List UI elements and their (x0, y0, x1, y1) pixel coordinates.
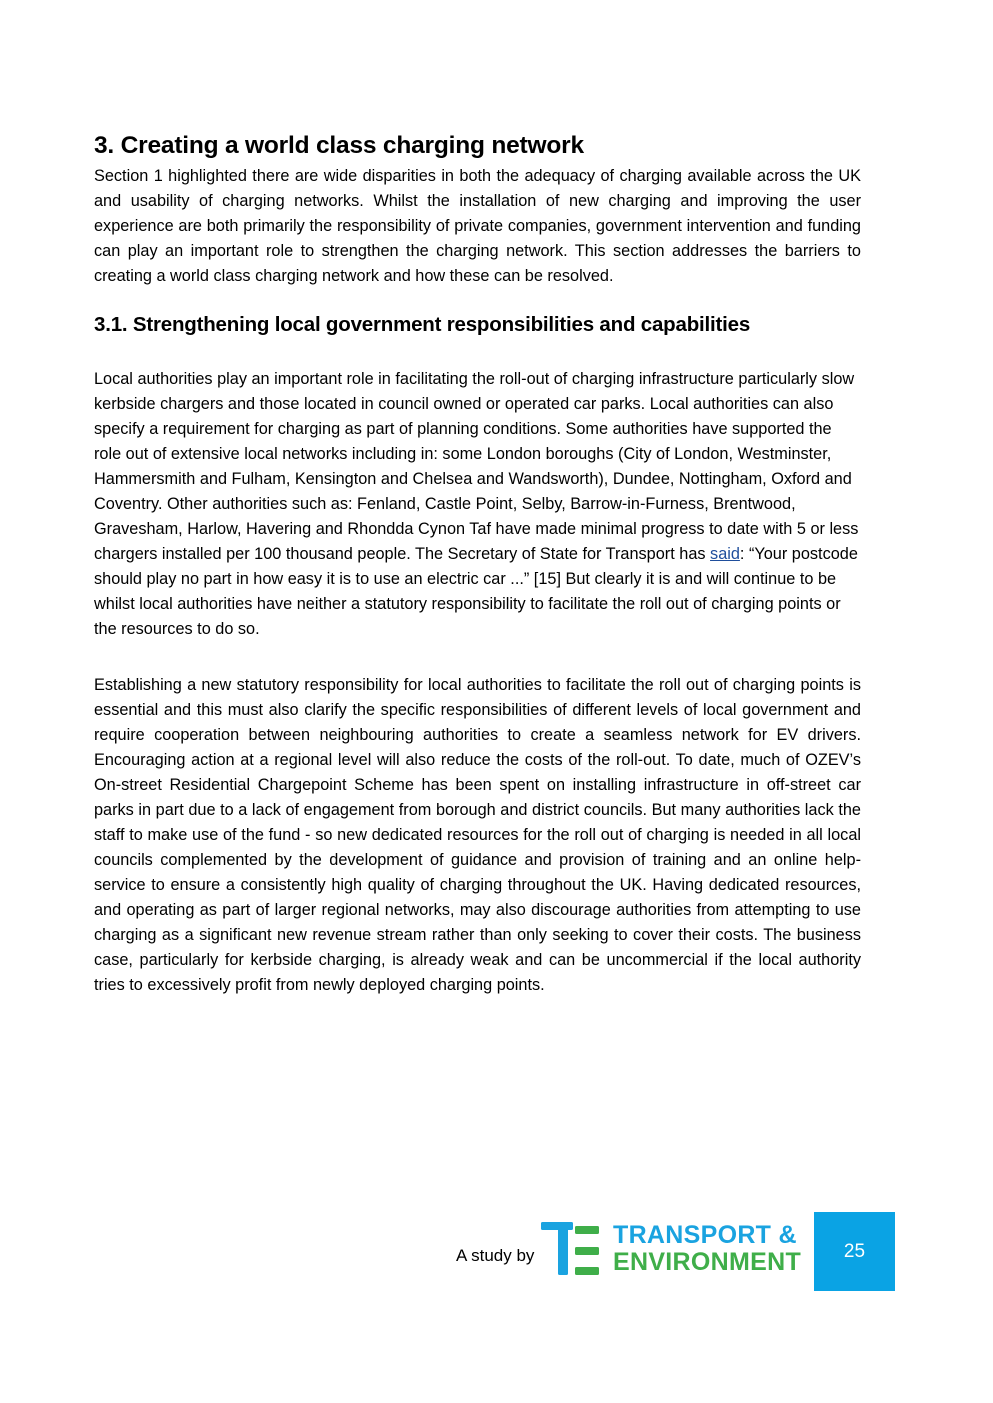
study-by-label: A study by (456, 1246, 535, 1265)
page-content (94, 130, 861, 998)
logo-line-transport: TRANSPORT & (613, 1221, 797, 1249)
paragraph-text-start: Local authorities play an important role in facilitating the roll-out of charging infrastructure particularly slow kerbside chargers and those located in council owned or operated car parks. Local authorities can also specify a requirement for charging as part of planning conditions. Some authorities have supported the role out of extensive local networks including in: some London boroughs (City of London, Westminster, Hammersmith and Fulham, Kensington and Chelsea and Wandsworth), Dundee, Nottingham, Oxford and Coventry. Other authorities such as: Fenland, Castle Point, Selby, Barrow-in-Furness, Brentwood, Gravesham, Harlow, Havering and Rhondda Cynon Taf have made minimal progress to date with 5 or less chargers installed per 100 thousand people. The Secretary of State for Transport has (94, 370, 859, 563)
transport-environment-logo (541, 1222, 805, 1278)
section-intro-paragraph: Section 1 highlighted there are wide disparities in both the adequacy of charging available across the UK and usability of charging networks. Whilst the installation of new charging and improving the user experience are both primarily the responsibility of private companies, government intervention and funding can play an important role to strengthen the charging network. This section addresses the barriers to creating a world class charging network and how these can be resolved. (94, 167, 861, 285)
paragraph-text-end: : “Your postcode should play no part in how easy it is to use an electric car ...” [15] But clearly it is and will continue to be whilst local authorities have neither a statutory responsibility to facilitate the roll out of charging points or the resources to do so. (94, 545, 858, 638)
statutory-responsibility-paragraph: Establishing a new statutory responsibility for local authorities to facilitate the roll out of charging points is essential and this must also clarify the specific responsibilities of different levels of local government and require cooperation between neighbouring authorities to create a seamless network for EV drivers. Encouraging action at a regional level will also reduce the costs of the roll-out. To date, much of OZEV’s On-street Residential Chargepoint Scheme has been spent on installing infrastructure in off-street car parks in part due to a lack of engagement from borough and district councils. But many authorities lack the staff to make use of the fund - so new dedicated resources for the roll out of charging is needed in all local councils complemented by the development of guidance and provision of training and an online help-service to ensure a consistently high quality of charging throughout the UK. Having dedicated resources, and operating as part of larger regional networks, may also discourage authorities from attempting to use charging as a significant new revenue stream rather than only seeking to cover their costs. The business case, particularly for kerbside charging, is already weak and can be uncommercial if the local authority tries to excessively profit from newly deployed charging points. (94, 676, 861, 994)
logo-wordmark (613, 1222, 801, 1276)
page-number: 25 (843, 1240, 866, 1262)
said-link[interactable]: said (710, 545, 740, 563)
page-number-box (814, 1212, 895, 1291)
logo-line-environment: ENVIRONMENT (613, 1248, 802, 1276)
te-logo-mark-icon (541, 1222, 601, 1278)
local-authorities-paragraph (94, 367, 861, 642)
subsection-heading: 3.1. Strengthening local government responsibilities and capabilities (94, 313, 751, 336)
section-heading: 3. Creating a world class charging network (94, 132, 584, 159)
